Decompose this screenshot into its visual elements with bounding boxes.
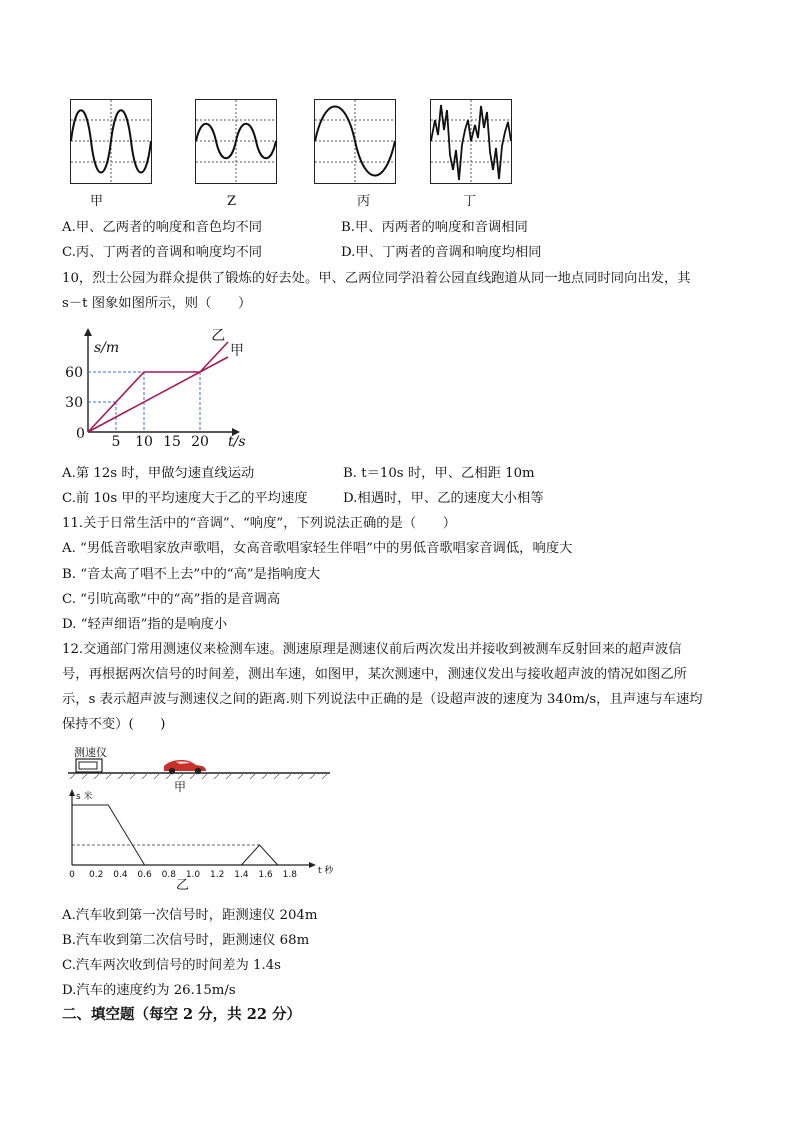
st-graph (62, 322, 252, 452)
fig-a-label: 甲 (174, 780, 187, 794)
q12-stem-line4: 保持不变）( ) (62, 717, 166, 732)
echo-xtick-1.8: 1.8 (282, 870, 297, 880)
st-ytick-60: 60 (65, 365, 83, 381)
echo-xtick-1.2: 1.2 (210, 870, 225, 880)
echo-xtick-0.2: 0.2 (89, 870, 104, 880)
q12-option-c[interactable]: C.汽车两次收到信号的时间差为 1.4s (62, 958, 281, 973)
waveform-ding (430, 99, 512, 184)
st-xtick-20: 20 (191, 434, 209, 450)
q9-option-a[interactable]: A.甲、乙两者的响度和音色均不同 (62, 220, 262, 235)
echo-xtick-0: 0 (69, 870, 75, 880)
q12-option-a[interactable]: A.汽车收到第一次信号时，距测速仪 204m (62, 908, 318, 923)
waveform-yi (195, 99, 277, 184)
echo-ylabel: s 米 (76, 792, 93, 802)
waveform-jia-label: 甲 (90, 194, 104, 209)
echo-xtick-1.4: 1.4 (234, 870, 249, 880)
st-origin: 0 (76, 426, 85, 442)
q11-option-d[interactable]: D. “轻声细语”指的是响度小 (62, 617, 228, 632)
q12-stem-line2: 号，再根据两次信号的时间差，测出车速，如图甲，某次测速中，测速仪发出与接收超声波的情况如图乙所 (62, 667, 687, 682)
st-xtick-15: 15 (163, 434, 181, 450)
waveform-bing (314, 99, 396, 184)
echo-xtick-1.6: 1.6 (258, 870, 273, 880)
car-icon (164, 760, 206, 774)
q9-option-b[interactable]: B.甲、丙两者的响度和音调相同 (341, 220, 528, 235)
q11-stem: 11.关于日常生活中的“音调”、“响度”，下列说法正确的是（ ） (62, 516, 457, 531)
st-ylabel: s/m (94, 340, 120, 356)
speed-meter-device (76, 759, 102, 772)
st-series-label-jia: 甲 (230, 343, 244, 359)
st-xtick-10: 10 (135, 434, 153, 450)
q11-option-c[interactable]: C. “引吭高歌”中的“高”指的是音调高 (62, 592, 281, 607)
section-heading: 二、填空题（每空 2 分，共 22 分） (62, 1006, 301, 1023)
echo-y-arrow (69, 789, 75, 796)
echo-xtick-0.4: 0.4 (113, 870, 128, 880)
waveform-bing-graph (315, 100, 395, 183)
st-xtick-5: 5 (111, 434, 121, 450)
st-series-label-yi: 乙 (211, 328, 226, 344)
st-series-jia (88, 357, 228, 432)
q10-option-d[interactable]: D.相遇时，甲、乙的速度大小相等 (343, 491, 544, 506)
device-label: 测速仪 (74, 746, 107, 759)
echo-xtick-0.8: 0.8 (161, 870, 176, 880)
waveform-bing-label: 丙 (357, 194, 371, 209)
echo-x-arrow (309, 862, 316, 868)
q12-option-d[interactable]: D.汽车的速度约为 26.15m/s (62, 983, 236, 998)
echo-xlabel: t 秒 (318, 866, 334, 876)
st-ytick-30: 30 (65, 395, 83, 411)
waveform-jia (70, 99, 152, 184)
echo-graph (62, 785, 337, 885)
q9-option-d[interactable]: D.甲、丁两者的音调和响度均相同 (341, 245, 542, 260)
waveform-yi-graph (196, 100, 276, 183)
st-y-arrow (84, 328, 92, 336)
q10-option-a[interactable]: A.第 12s 时，甲做匀速直线运动 (62, 466, 255, 481)
q12-option-b[interactable]: B.汽车收到第二次信号时，距测速仪 68m (62, 933, 310, 948)
waveform-yi-label: Z (227, 194, 237, 209)
echo-pulse-2 (241, 845, 277, 865)
fig-b-label: 乙 (176, 878, 190, 893)
echo-xtick-0.6: 0.6 (137, 870, 152, 880)
echo-xtick-1.0: 1.0 (185, 870, 201, 880)
q11-option-b[interactable]: B. “音太高了唱不上去”中的“高”是指响度大 (62, 567, 321, 582)
q12-stem-line3: 示，s 表示超声波与测速仪之间的距离.则下列说法中正确的是（设超声波的速度为 340m/s，且声速与车速均 (62, 692, 703, 707)
waveform-ding-graph (431, 100, 511, 183)
q12-stem-line1: 12.交通部门常用测速仪来检测车速。测速原理是测速仪前后两次发出并接收到被测车反射回来的超声波信 (62, 642, 682, 657)
q10-option-c[interactable]: C.前 10s 甲的平均速度大于乙的平均速度 (62, 491, 308, 506)
q9-option-c[interactable]: C.丙、丁两者的音调和响度均不同 (62, 245, 263, 260)
waveform-ding-label: 丁 (463, 194, 477, 209)
q10-stem-line1: 10，烈士公园为群众提供了锻炼的好去处。甲、乙两位同学沿着公园直线跑道从同一地点同时同向出发，其 (62, 271, 691, 286)
q10-option-b[interactable]: B. t＝10s 时，甲、乙相距 10m (343, 466, 535, 481)
waveform-jia-graph (71, 100, 151, 183)
q10-stem-line2: s－t 图象如图所示，则（ ） (62, 296, 252, 311)
q11-option-a[interactable]: A. “男低音歌唱家放声歌唱，女高音歌唱家轻生伴唱”中的男低音歌唱家音调低，响度大 (62, 541, 573, 556)
echo-pulse-1 (72, 805, 145, 865)
st-xlabel: t/s (228, 434, 246, 450)
